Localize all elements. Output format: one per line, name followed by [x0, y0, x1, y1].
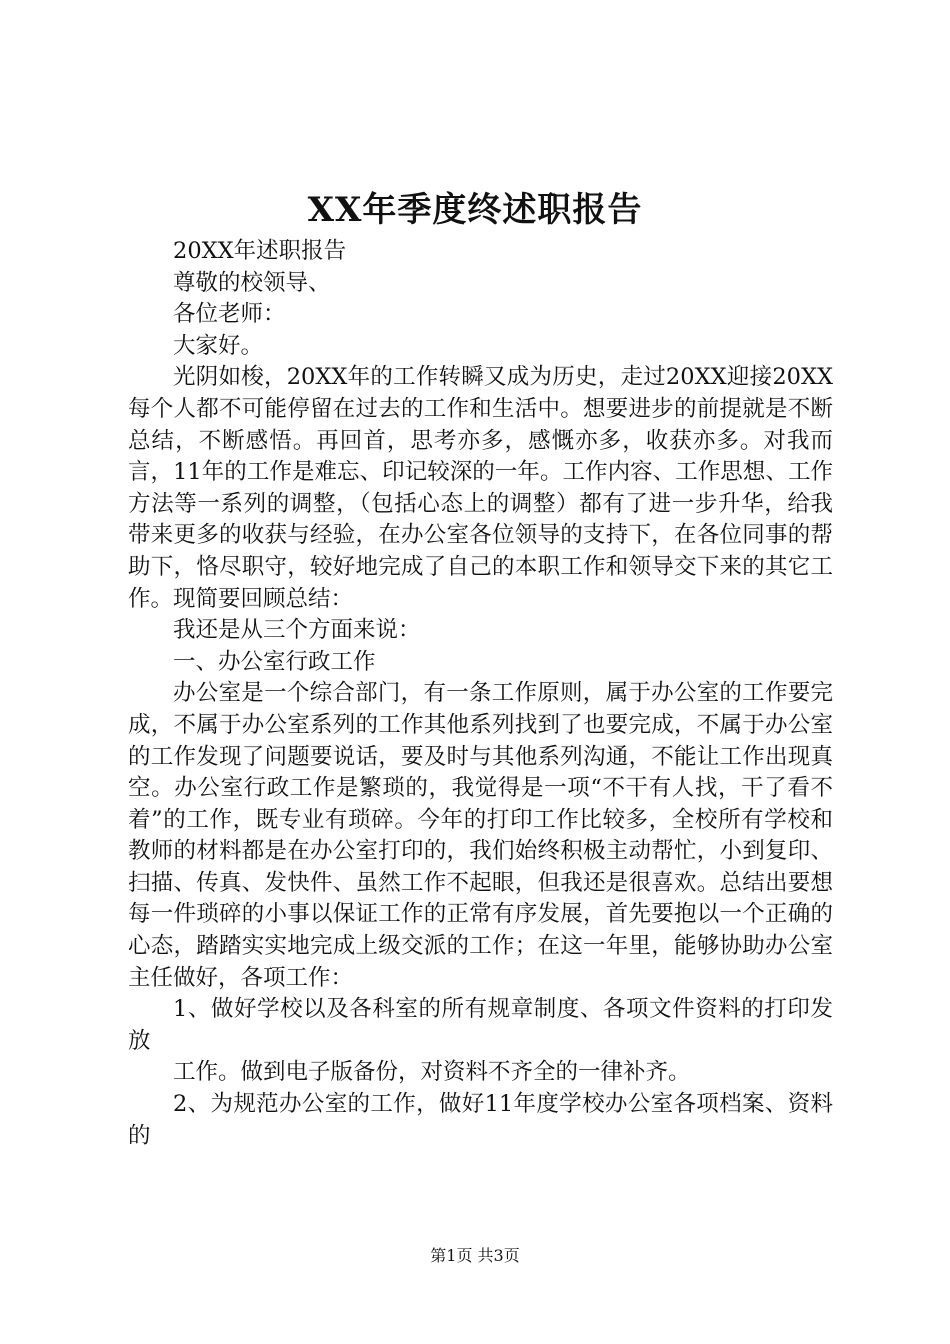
paragraph-salutation-teachers: 各位老师：	[173, 301, 286, 328]
document-body	[128, 236, 833, 1152]
section-heading-admin: 一、办公室行政工作	[173, 648, 376, 675]
page-footer: 第1页 共3页	[430, 1246, 520, 1265]
paragraph-intro: 光阴如梭，20XX年的工作转瞬又成为历史，走过20XX迎接20XX每个人都不可能停留在过去的工作和生活中。想要进步的前提就是不断总结，不断感悟。再回首，思考亦多，感慨亦多，收获亦多。对我而言，11年的工作是难忘、印记较深的一年。工作内容、工作思想、工作方法等一系列的调整，（包括心态上的调整）都有了进一步升华，给我带来更多的收获与经验，在办公室各位领导的支持下，在各位同事的帮助下，恪尽职守，较好地完成了自己的本职工作和领导交下来的其它工作。现简要回顾总结：	[128, 364, 833, 612]
paragraph-greeting: 大家好。	[173, 332, 264, 359]
paragraph-admin-work: 办公室是一个综合部门，有一条工作原则，属于办公室的工作要完成，不属于办公室系列的工作其他系列找到了也要完成，不属于办公室的工作发现了问题要说话，要及时与其他系列沟通，不能让工作出现真空。办公室行政工作是繁琐的，我觉得是一项“不干有人找，干了看不着”的工作，既专业有琐碎。今年的打印工作比较多，全校所有学校和教师的材料都是在办公室打印的，我们始终积极主动帮忙，小到复印、扫描、传真、发快件、虽然工作不起眼，但我还是很喜欢。总结出要想每一件琐碎的小事以保证工作的正常有序发展，首先要抱以一个正确的心态，踏踏实实地完成上级交派的工作；在这一年里，能够协助办公室主任做好，各项工作：	[128, 680, 833, 991]
paragraph-salutation-leaders: 尊敬的校领导、	[173, 269, 331, 296]
document-title: XX年季度终述职报告	[307, 190, 643, 230]
paragraph-three-aspects: 我还是从三个方面来说：	[173, 617, 421, 644]
list-item-2: 2、为规范办公室的工作，做好11年度学校办公室各项档案、资料的	[128, 1091, 833, 1149]
list-item-1: 1、做好学校以及各科室的所有规章制度、各项文件资料的打印发放	[128, 996, 833, 1054]
list-item-1-continued: 工作。做到电子版备份，对资料不齐全的一律补齐。	[173, 1059, 691, 1086]
paragraph-heading-report: 20XX年述职报告	[173, 238, 347, 264]
